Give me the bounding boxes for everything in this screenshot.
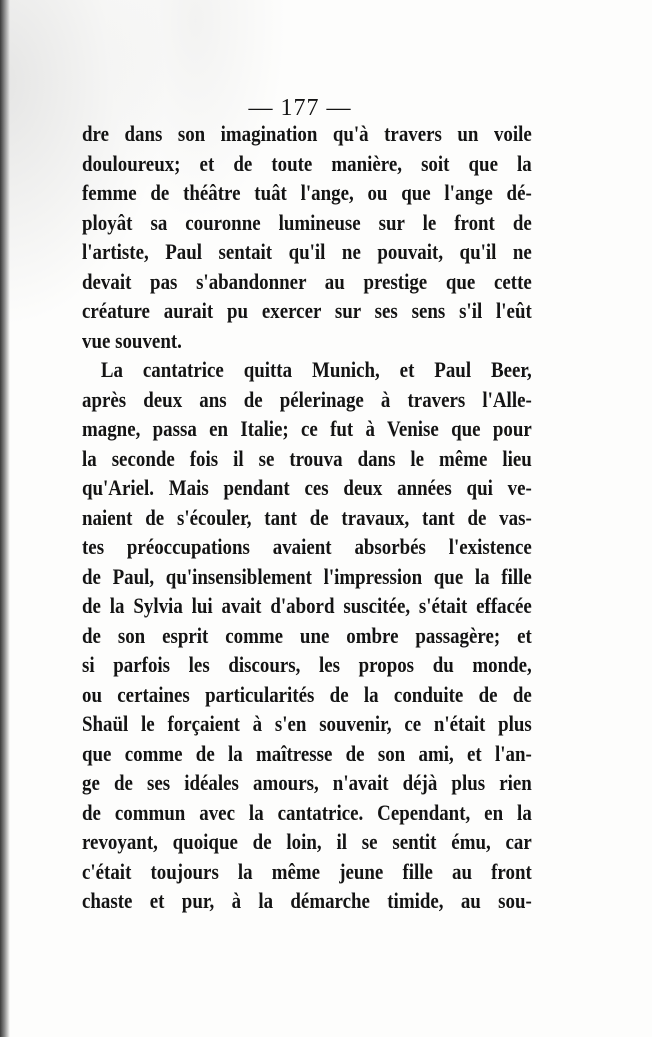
text-line: que comme de la maîtresse de son ami, et l'an- <box>82 740 532 766</box>
text-line: de la Sylvia lui avait d'abord suscitée, s'était effacée <box>82 593 532 618</box>
text-line: ou certaines particularités de la conduite de de <box>82 681 532 707</box>
text-line: créature aurait pu exercer sur ses sens s'il l'eût <box>82 298 532 323</box>
text-line: de commun avec la cantatrice. Cependant, en la <box>82 799 532 825</box>
paragraph-start-line: La cantatrice quitta Munich, et Paul Beer, <box>100 357 532 382</box>
text-line: qu'Ariel. Mais pendant ces deux années qui ve- <box>82 475 532 500</box>
text-line: femme de théâtre tuât l'ange, ou que l'ange dé- <box>82 180 532 205</box>
text-line: tes préoccupations avaient absorbés l'existence <box>82 534 532 559</box>
text-line: chaste et pur, à la démarche timide, au sou- <box>82 888 532 913</box>
text-line: Shaül le forçaient à s'en souvenir, ce n'était plus <box>82 711 532 736</box>
text-line: si parfois les discours, les propos du monde, <box>82 652 532 677</box>
text-line: dre dans son imagination qu'à travers un voile <box>82 121 532 146</box>
text-line: c'était toujours la même jeune fille au front <box>82 858 532 884</box>
text-line: de son esprit comme une ombre passagère; et <box>82 622 532 648</box>
text-line: la seconde fois il se trouva dans le même lieu <box>82 445 532 471</box>
page-number: — 177 — <box>248 95 352 121</box>
text-line: devait pas s'abandonner au prestige que cette <box>82 268 532 294</box>
text-line: après deux ans de pélerinage à travers l'Alle- <box>82 386 532 412</box>
text-line: vue souvent. <box>82 327 182 353</box>
text-line: l'artiste, Paul sentait qu'il ne pouvait, qu'il ne <box>82 239 532 264</box>
text-line: de Paul, qu'insensiblement l'impression que la fille <box>82 563 532 589</box>
text-line: ge de ses idéales amours, n'avait déjà plus rien <box>82 770 532 795</box>
page-binding-shadow <box>0 0 10 1037</box>
text-line: douloureux; et de toute manière, soit que la <box>82 150 532 176</box>
text-line: magne, passa en Italie; ce fut à Venise que pour <box>82 416 532 441</box>
text-line: ployât sa couronne lumineuse sur le front de <box>82 209 532 235</box>
text-line: naient de s'écouler, tant de travaux, tant de vas- <box>82 504 532 530</box>
text-line: revoyant, quoique de loin, il se sentit ému, car <box>82 829 532 854</box>
body-text <box>82 119 532 916</box>
